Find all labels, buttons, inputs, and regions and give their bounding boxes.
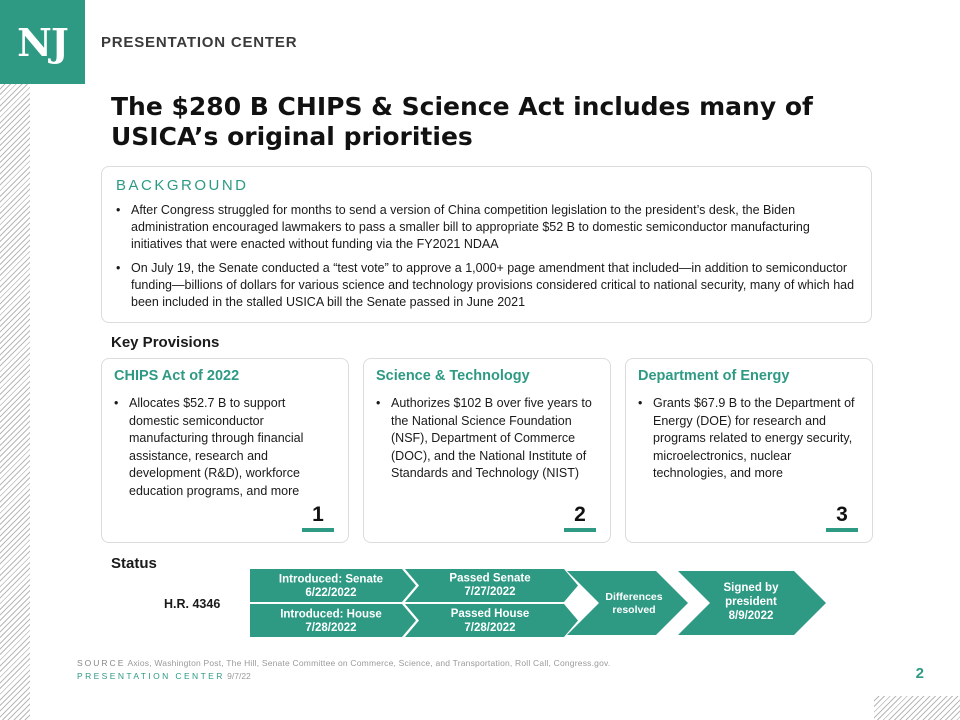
provision-bullets — [638, 395, 862, 483]
status-heading: Status — [111, 555, 157, 572]
background-bullet: • After Congress struggled for months to send a version of China competition legislation to the president’s desk, the Biden administration encouraged lawmakers to pass a smaller bill to appropriate $52 B to domestic semiconductor manufacturing initiatives that were enacted without funding via the FY2021 NDAA — [116, 202, 857, 253]
provision-bullet: • Allocates $52.7 B to support domestic semiconductor manufacturing through financial assistance, research and development (R&D), workforce education programs, and more — [114, 395, 338, 500]
differences-line2: resolved — [612, 604, 656, 616]
footer-center-label: PRESENTATION CENTER — [77, 671, 225, 681]
provision-card-science — [363, 358, 611, 543]
intro-senate-line1: Introduced: Senate — [278, 573, 384, 586]
provision-bullets — [114, 395, 338, 500]
bill-number: H.R. 4346 — [164, 597, 221, 611]
chevron-differences — [567, 571, 688, 635]
provision-number: 2 — [564, 504, 596, 532]
passed-senate-line1: Passed Senate — [449, 572, 531, 585]
bottom-right-hatch-decoration — [874, 696, 960, 720]
provision-bullets — [376, 395, 600, 483]
provision-title: Department of Energy — [638, 368, 790, 384]
background-bullets — [116, 202, 857, 311]
provision-number: 1 — [302, 504, 334, 532]
intro-house-line2: 7/28/2022 — [305, 622, 357, 634]
brand-name: PRESENTATION CENTER — [101, 34, 298, 51]
provision-title: CHIPS Act of 2022 — [114, 368, 240, 384]
footer-date: 9/7/22 — [227, 671, 251, 681]
provision-bullet: • Authorizes $102 B over five years to the National Science Foundation (NSF), Department of Commerce (DOC), and the National Institute of Standards and Technology (NIST) — [376, 395, 600, 483]
provision-number: 3 — [826, 504, 858, 532]
background-heading: BACKGROUND — [116, 177, 249, 194]
source-note — [77, 658, 610, 668]
signed-line3: 8/9/2022 — [728, 610, 774, 622]
differences-line1: Differences — [605, 591, 663, 603]
slide-title: The $280 B CHIPS & Science Act includes many of USICA’s original priorities — [111, 92, 813, 151]
source-text: Axios, Washington Post, The Hill, Senate Committee on Commerce, Science, and Transportation, Roll Call, Congress.gov. — [127, 658, 611, 668]
passed-house-line2: 7/28/2022 — [464, 622, 516, 634]
provision-card-energy — [625, 358, 873, 543]
key-provisions-heading: Key Provisions — [111, 334, 220, 351]
logo-text: NJ — [17, 19, 68, 65]
signed-line2: president — [725, 596, 777, 608]
provision-bullet: • Grants $67.9 B to the Department of Energy (DOE) for research and programs related to energy security, microelectronics, nuclear technologies, and more — [638, 395, 862, 483]
presentation-center-footer — [77, 671, 251, 681]
passed-house-line1: Passed House — [450, 608, 530, 620]
provision-title: Science & Technology — [376, 368, 530, 384]
intro-senate-line2: 6/22/2022 — [305, 587, 357, 599]
status-flow — [250, 569, 830, 637]
background-card — [101, 166, 872, 323]
provision-card-chips — [101, 358, 349, 543]
nj-logo — [0, 0, 85, 84]
passed-senate-line2: 7/27/2022 — [464, 586, 516, 598]
intro-house-line1: Introduced: House — [280, 608, 382, 621]
signed-line1: Signed by — [723, 582, 779, 594]
source-label: SOURCE — [77, 658, 126, 668]
left-hatch-decoration — [0, 84, 30, 720]
page-number: 2 — [915, 665, 924, 682]
background-bullet: • On July 19, the Senate conducted a “test vote” to approve a 1,000+ page amendment that included—in addition to semiconductor funding—billions of dollars for various science and technology provisions considered critical to national security, many of which had been included in the stalled USICA bill the Senate passed in June 2021 — [116, 260, 857, 311]
